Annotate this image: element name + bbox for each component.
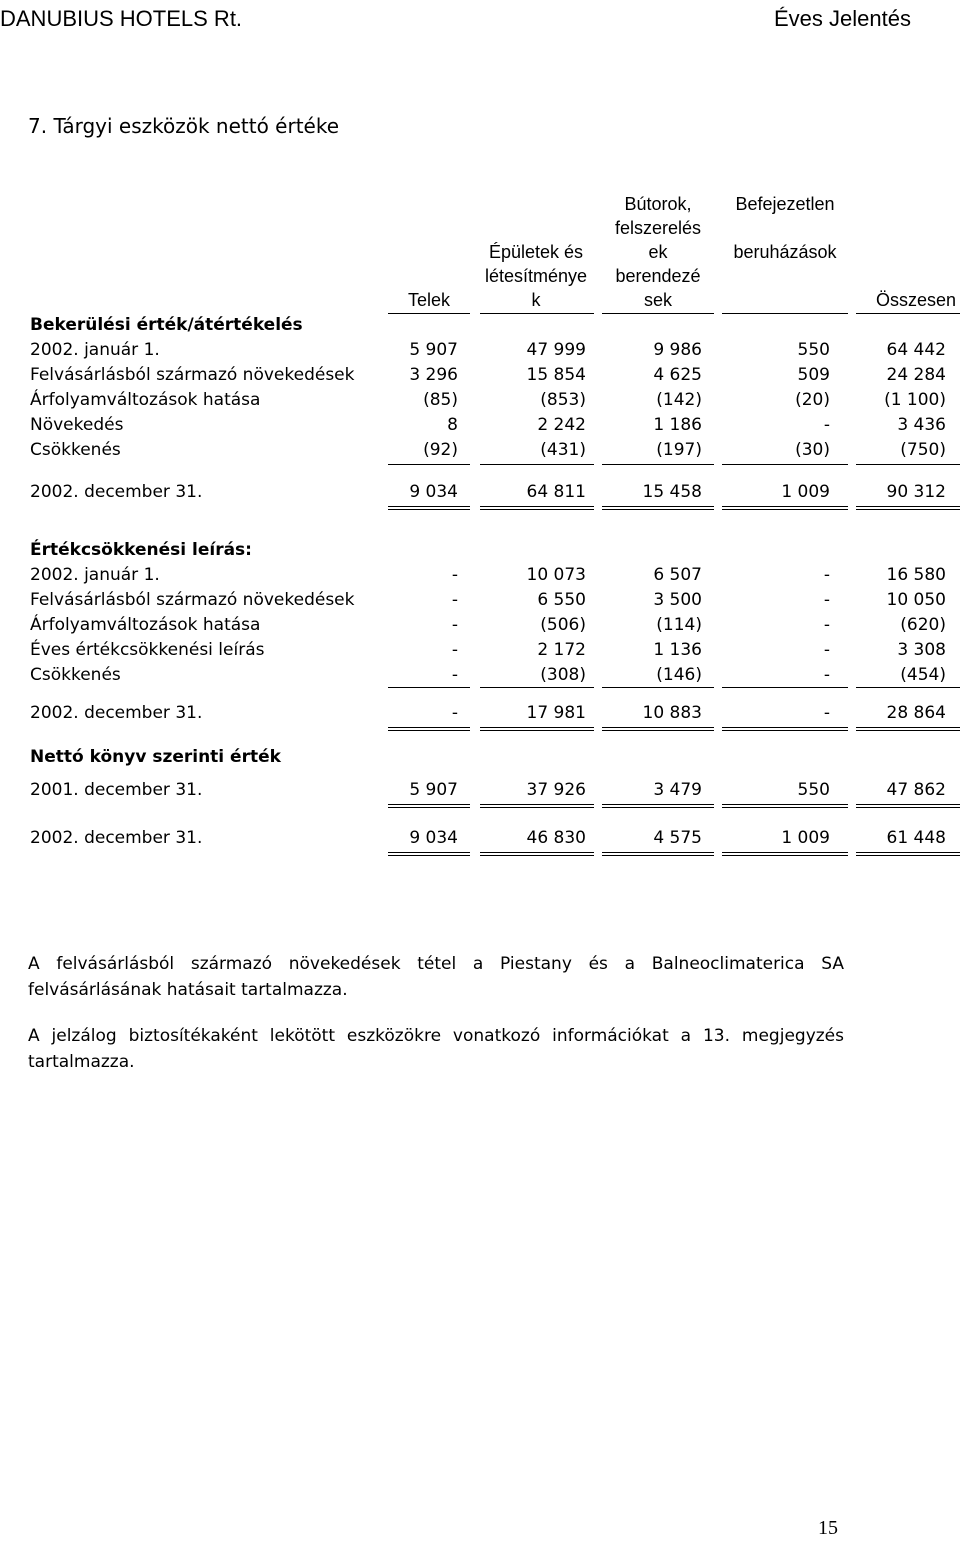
table-cell: 64 811 [526, 482, 586, 502]
underline [388, 687, 470, 688]
row-label: 2002. január 1. [30, 340, 160, 360]
table-cell: 9 034 [409, 828, 458, 848]
row-label: Árfolyamváltozások hatása [30, 615, 261, 635]
company-name: DANUBIUS HOTELS Rt. [0, 6, 243, 31]
column-header-line: Épületek és [488, 242, 584, 262]
double-underline [388, 852, 470, 856]
double-underline [856, 727, 960, 731]
double-underline [722, 506, 848, 510]
underline [602, 464, 714, 465]
row-label: Felvásárlásból származó növekedések [30, 590, 355, 610]
table-cell: 47 999 [526, 340, 586, 360]
table-cell: 24 284 [886, 365, 946, 385]
table-cell: (146) [656, 665, 702, 685]
table-cell: 2 242 [537, 415, 586, 435]
table-cell: (30) [795, 440, 830, 460]
double-underline [480, 804, 594, 808]
table-cell: (308) [540, 665, 586, 685]
header-underline [722, 313, 848, 314]
table-cell: - [451, 703, 458, 723]
table-cell: 28 864 [886, 703, 946, 723]
table-cell: 2 172 [537, 640, 586, 660]
underline [480, 687, 594, 688]
double-underline [602, 727, 714, 731]
double-underline [856, 804, 960, 808]
table-cell: 6 550 [537, 590, 586, 610]
row-label: Éves értékcsökkenési leírás [30, 640, 265, 660]
column-header-line: Befejezetlen [735, 194, 835, 214]
table-cell: 10 050 [886, 590, 946, 610]
row-label: Felvásárlásból származó növekedések [30, 365, 355, 385]
table-cell: 5 907 [409, 780, 458, 800]
column-header-line: beruházások [733, 242, 837, 262]
table-cell: - [823, 615, 830, 635]
table-cell: 3 500 [653, 590, 702, 610]
table-cell: 47 862 [886, 780, 946, 800]
table-cell: 6 507 [653, 565, 702, 585]
column-header-line: sek [643, 290, 672, 310]
underline [722, 464, 848, 465]
table-cell: - [823, 565, 830, 585]
table-cell: (197) [656, 440, 702, 460]
row-label: 2002. december 31. [30, 482, 203, 502]
column-header-osszesen [846, 288, 956, 312]
column-header-line: berendezé [615, 266, 701, 286]
section-heading-cost: Bekerülési érték/átértékelés [30, 315, 303, 335]
table-cell: (20) [795, 390, 830, 410]
table-cell: 64 442 [886, 340, 946, 360]
table-cell: (114) [656, 615, 702, 635]
double-underline [856, 852, 960, 856]
table-cell: 1 136 [653, 640, 702, 660]
table-cell: (92) [423, 440, 458, 460]
table-cell: 1 186 [653, 415, 702, 435]
note-paragraph: A felvásárlásból származó növekedések tétel a Piestany és a Balneoclimaterica SA felvásárlásának hatásait tartalmazza. [28, 954, 844, 1000]
table-cell: 4 575 [653, 828, 702, 848]
column-header-spacer [722, 216, 848, 240]
underline [856, 687, 960, 688]
header-underline [602, 313, 714, 314]
header-underline [388, 313, 470, 314]
table-cell: 1 009 [781, 482, 830, 502]
table-cell: 550 [797, 780, 830, 800]
table-cell: 17 981 [526, 703, 586, 723]
table-cell: 509 [797, 365, 830, 385]
table-cell: - [823, 665, 830, 685]
table-cell: (454) [900, 665, 946, 685]
double-underline [602, 852, 714, 856]
table-cell: 3 436 [897, 415, 946, 435]
table-cell: - [823, 703, 830, 723]
table-cell: - [451, 615, 458, 635]
column-header-line: Bútorok, [624, 194, 692, 214]
table-cell: (431) [540, 440, 586, 460]
double-underline [480, 727, 594, 731]
column-header-line: Telek [407, 290, 451, 310]
table-cell: (506) [540, 615, 586, 635]
underline [602, 687, 714, 688]
column-header-befejezetlen [722, 192, 848, 264]
double-underline [722, 727, 848, 731]
column-header-line: ek [648, 242, 668, 262]
row-label: Árfolyamváltozások hatása [30, 390, 261, 410]
table-cell: 9 034 [409, 482, 458, 502]
table-cell: (142) [656, 390, 702, 410]
table-cell: (85) [423, 390, 458, 410]
note-paragraph: A jelzálog biztosítékaként lekötött eszközökre vonatkozó információkat a 13. megjegyzés tartalmazza. [28, 1026, 844, 1072]
row-label: 2002. december 31. [30, 703, 203, 723]
underline [388, 464, 470, 465]
report-name: Éves Jelentés [774, 6, 911, 31]
column-header-line: létesítménye [484, 266, 588, 286]
row-label: Növekedés [30, 415, 124, 435]
table-cell: (620) [900, 615, 946, 635]
page-number: 15 [818, 1517, 838, 1539]
table-cell: 46 830 [526, 828, 586, 848]
double-underline [388, 506, 470, 510]
underline [722, 687, 848, 688]
table-cell: 1 009 [781, 828, 830, 848]
table-cell: 15 458 [642, 482, 702, 502]
table-cell: 3 479 [653, 780, 702, 800]
column-header-line: k [531, 290, 541, 310]
row-label: 2002. január 1. [30, 565, 160, 585]
table-cell: - [823, 640, 830, 660]
table-cell: 16 580 [886, 565, 946, 585]
double-underline [722, 804, 848, 808]
table-cell: - [451, 565, 458, 585]
table-cell: 10 883 [642, 703, 702, 723]
table-cell: - [451, 665, 458, 685]
header-underline [480, 313, 594, 314]
row-label: Csökkenés [30, 440, 121, 460]
table-cell: 3 308 [897, 640, 946, 660]
table-cell: 4 625 [653, 365, 702, 385]
table-cell: - [823, 415, 830, 435]
table-cell: 8 [447, 415, 458, 435]
table-cell: - [451, 640, 458, 660]
table-cell: (750) [900, 440, 946, 460]
section-heading-depreciation: Értékcsökkenési leírás: [30, 540, 252, 560]
table-cell: 15 854 [526, 365, 586, 385]
double-underline [602, 506, 714, 510]
table-cell: 90 312 [886, 482, 946, 502]
header-underline [856, 313, 960, 314]
column-header-line: Összesen [875, 290, 956, 310]
section-title: 7. Tárgyi eszközök nettó értéke [28, 114, 340, 138]
table-cell: 5 907 [409, 340, 458, 360]
underline [480, 464, 594, 465]
table-cell: (1 100) [884, 390, 946, 410]
row-label: 2002. december 31. [30, 828, 203, 848]
column-header-butorok [602, 192, 714, 312]
column-header-line: felszerelés [614, 218, 702, 238]
table-cell: - [823, 590, 830, 610]
underline [856, 464, 960, 465]
table-cell: 61 448 [886, 828, 946, 848]
double-underline [602, 804, 714, 808]
double-underline [388, 727, 470, 731]
section-heading-net-book-value: Nettó könyv szerinti érték [30, 747, 281, 767]
table-cell: 37 926 [526, 780, 586, 800]
table-cell: (853) [540, 390, 586, 410]
column-header-telek [388, 288, 470, 312]
double-underline [722, 852, 848, 856]
row-label: Csökkenés [30, 665, 121, 685]
double-underline [480, 852, 594, 856]
table-cell: - [451, 590, 458, 610]
table-cell: 10 073 [526, 565, 586, 585]
double-underline [856, 506, 960, 510]
table-cell: 9 986 [653, 340, 702, 360]
table-cell: 550 [797, 340, 830, 360]
column-header-epuletek [478, 240, 594, 312]
double-underline [388, 804, 470, 808]
table-cell: 3 296 [409, 365, 458, 385]
double-underline [480, 506, 594, 510]
row-label: 2001. december 31. [30, 780, 203, 800]
